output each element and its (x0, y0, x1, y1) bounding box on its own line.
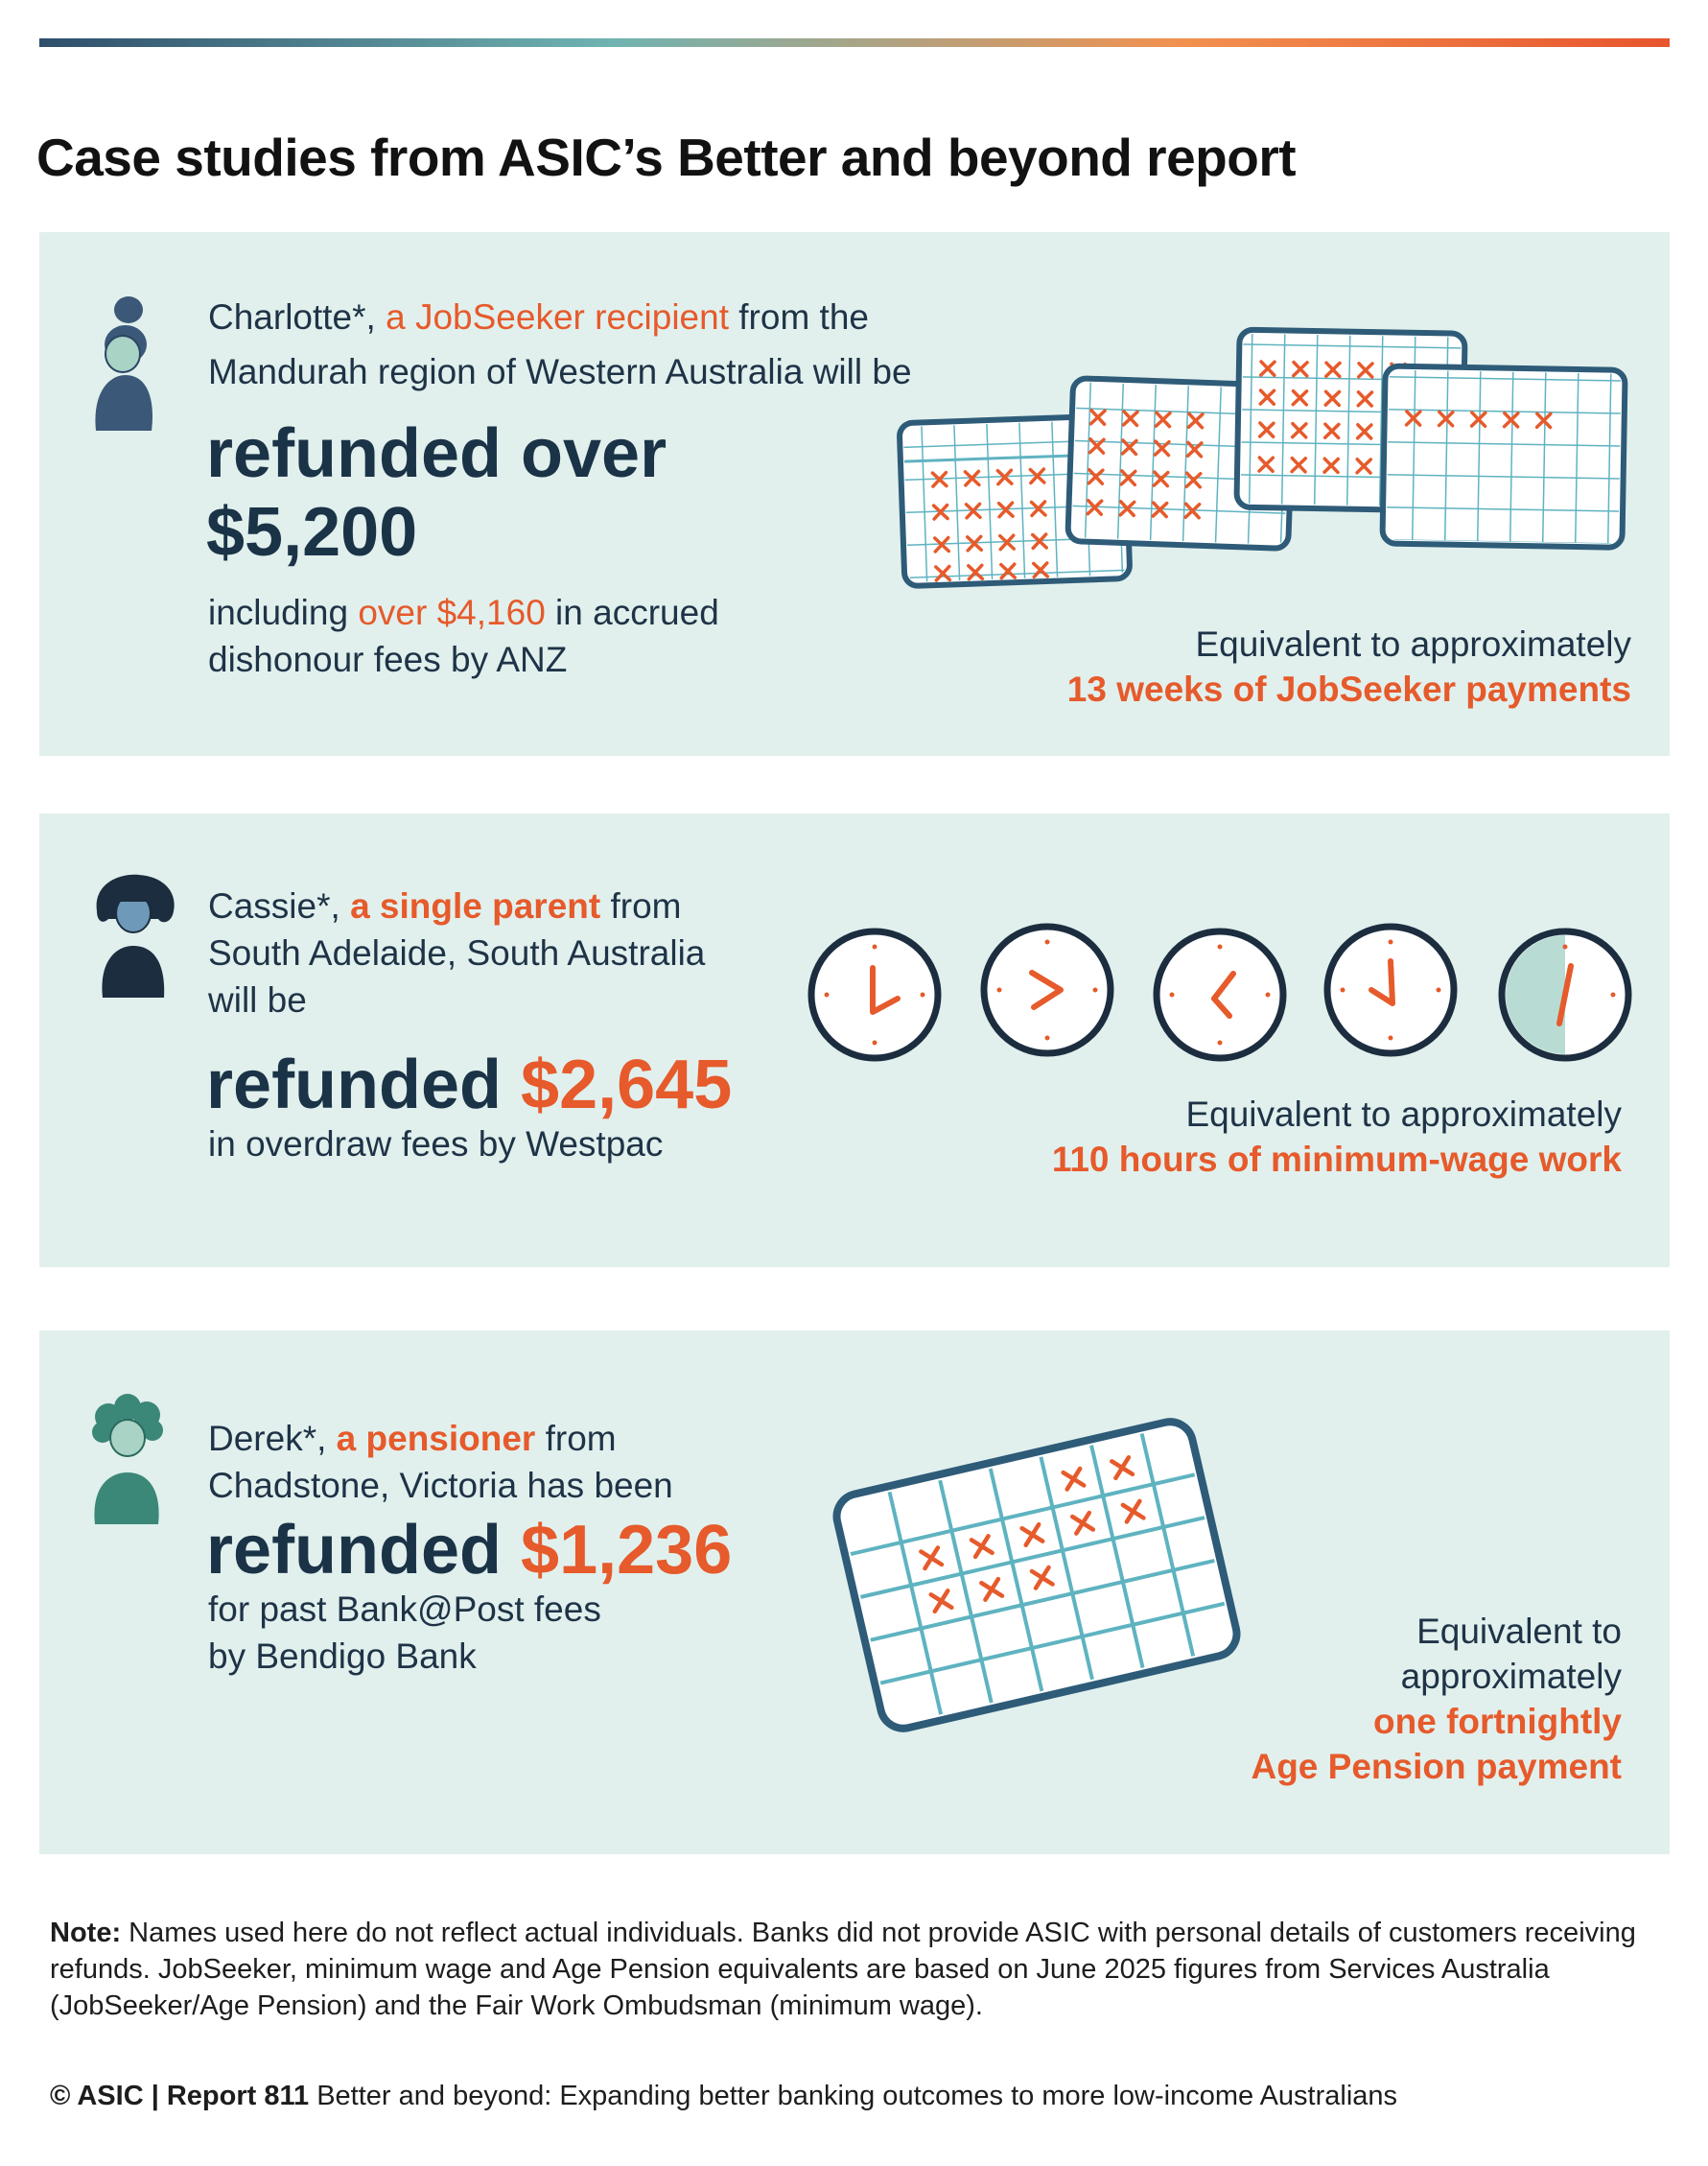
case-name: Charlotte*, (208, 297, 386, 337)
footer-text: Better and beyond: Expanding better banking outcomes to more low-income Australians (309, 2081, 1398, 2111)
detail-line: by Bendigo Bank (208, 1636, 477, 1676)
refund-line (206, 1511, 732, 1589)
equivalent-text: Equivalent to approximately (1185, 1095, 1622, 1134)
case-intro-line: Mandurah region of Western Australia will be (208, 352, 912, 391)
footer (50, 2078, 1671, 2114)
detail-highlight: over $4,160 (358, 593, 546, 632)
calendar-stack-illustration (893, 314, 1679, 630)
case-panel-derek (39, 1330, 1670, 1854)
case-intro-line: will be (208, 980, 307, 1020)
case-intro-text: from (600, 886, 682, 926)
equivalent-highlight: one fortnightly (1373, 1702, 1622, 1741)
refund-detail (208, 589, 803, 683)
case-name: Derek*, (208, 1419, 337, 1458)
case-intro-derek (208, 1415, 860, 1509)
case-highlight: a JobSeeker recipient (386, 297, 729, 337)
case-panel-charlotte (39, 232, 1670, 756)
refund-amount: $1,236 (521, 1512, 733, 1589)
calendar-4 (1382, 365, 1625, 547)
refund-amount: $2,645 (521, 1047, 733, 1123)
case-intro-line: Chadstone, Victoria has been (208, 1466, 673, 1505)
refund-amount: $5,200 (206, 494, 418, 571)
refund-label: refunded (206, 1047, 503, 1123)
equivalent-box (1094, 1609, 1622, 1789)
case-intro-cassie (208, 883, 860, 1024)
equivalent-box (787, 1092, 1622, 1182)
page-title: Case studies from ASIC’s Better and beyond report (36, 128, 1297, 187)
equivalent-highlight: 110 hours of minimum-wage work (1051, 1140, 1622, 1179)
case-intro-line: South Adelaide, South Australia (208, 933, 706, 973)
clock-1 (811, 931, 938, 1058)
top-gradient-bar (39, 38, 1670, 47)
case-name: Cassie*, (208, 886, 351, 926)
person-icon-derek (85, 1396, 172, 1530)
note-label: Note: (50, 1918, 122, 1948)
case-highlight: a pensioner (336, 1419, 536, 1458)
person-icon-charlotte (92, 296, 159, 440)
equivalent-text: Equivalent to (1416, 1612, 1622, 1651)
note-paragraph (50, 1915, 1671, 2024)
detail-line: dishonour fees by ANZ (208, 640, 568, 679)
refund-label: refunded over (206, 415, 667, 492)
refund-detail (208, 1586, 803, 1680)
clock-3 (1157, 931, 1283, 1058)
equivalent-highlight: 13 weeks of JobSeeker payments (1066, 670, 1631, 709)
person-icon-cassie (89, 873, 180, 1002)
equivalent-text: approximately (1400, 1657, 1622, 1696)
detail-line: for past Bank@Post fees (208, 1589, 601, 1629)
equivalent-highlight: Age Pension payment (1251, 1747, 1622, 1786)
refund-line (206, 1046, 732, 1124)
equivalent-text: Equivalent to approximately (1195, 624, 1631, 664)
detail-text: in accrued (545, 593, 719, 632)
case-intro-charlotte (208, 294, 912, 395)
clocks-illustration (803, 923, 1647, 1067)
equivalent-box (787, 622, 1631, 712)
case-intro-text: from (535, 1419, 617, 1458)
refund-detail: in overdraw fees by Westpac (208, 1124, 664, 1164)
refund-label: refunded (206, 1512, 503, 1589)
case-highlight: a single parent (350, 886, 601, 926)
detail-text: including (208, 593, 359, 632)
clock-2 (984, 927, 1111, 1053)
note-text: Names used here do not reflect actual individuals. Banks did not provide ASIC with personal details of customers receiving refunds. JobSeeker, minimum wage and Age Pension equivalents are based on June 2025 figures from Services Australia (JobSeeker/Age Pension) and the Fair Work Ombudsman (minimum wage). (50, 1918, 1636, 2021)
footer-label: © ASIC | Report 811 (50, 2081, 310, 2111)
case-intro-text: from the (728, 297, 869, 337)
clock-4 (1327, 927, 1454, 1053)
case-panel-cassie (39, 813, 1670, 1267)
clock-5 (1502, 931, 1628, 1058)
